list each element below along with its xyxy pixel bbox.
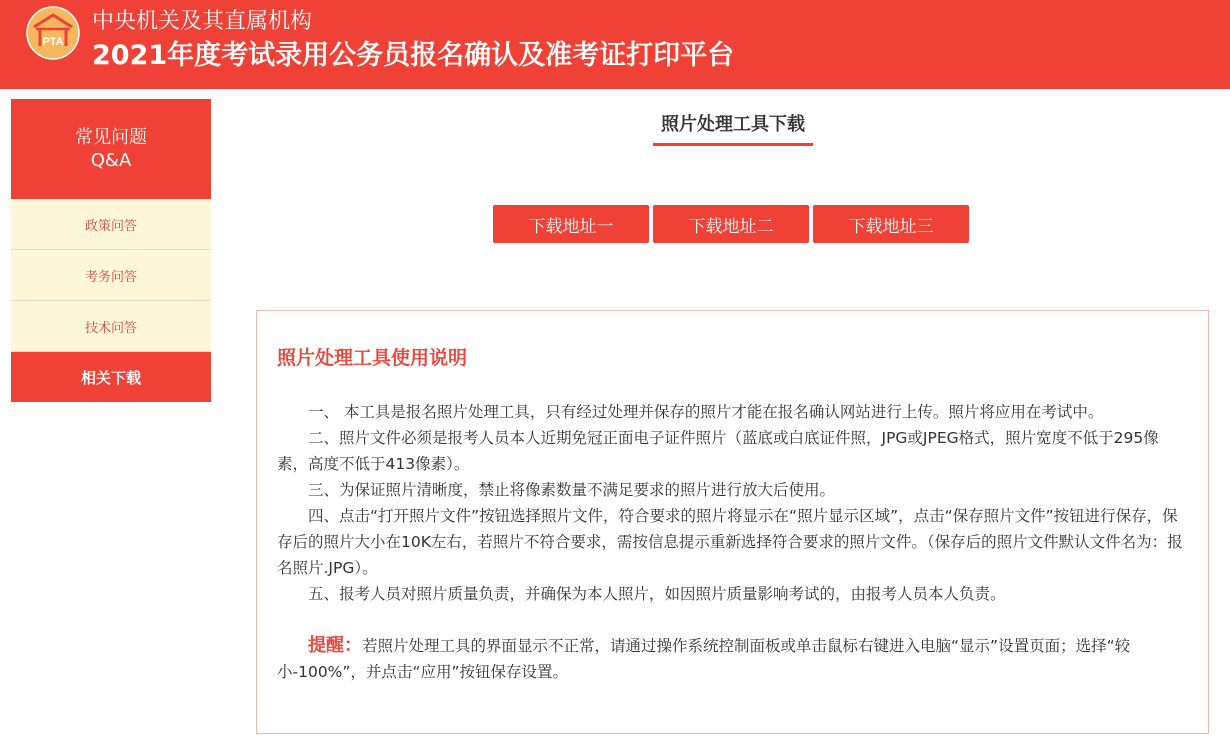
instructions-body <box>277 399 1189 685</box>
instructions-title: 照片处理工具使用说明 <box>277 347 468 369</box>
header-bar <box>0 0 1230 89</box>
reminder <box>277 633 1189 685</box>
sidebar-header-title: 常见问题 <box>75 127 147 148</box>
sidebar <box>11 99 211 402</box>
page-title-underline <box>653 143 813 146</box>
pta-logo <box>26 6 80 60</box>
reminder-text: 若照片处理工具的界面显示不正常，请通过操作系统控制面板或单击鼠标右键进入电脑“显示”设置页面；选择“较小-100%”，并点击“应用”按钮保存设置。 <box>277 637 1131 681</box>
sidebar-header <box>11 99 211 199</box>
download-button-1[interactable]: 下载地址一 <box>493 205 649 243</box>
sidebar-item-downloads[interactable]: 相关下载 <box>11 352 211 402</box>
sidebar-item-policy-qa[interactable]: 政策问答 <box>11 199 211 250</box>
instruction-item-4: 四、点击“打开照片文件”按钮选择照片文件，符合要求的照片将显示在“照片显示区域”，点击“保存照片文件”按钮进行保存，保存后的照片大小在10K左右，若照片不符合要求，需按信息提示重新选择符合要求的照片文件。（保存后的照片文件默认文件名为：报名照片.JPG）。 <box>277 507 1183 577</box>
download-button-2[interactable]: 下载地址二 <box>653 205 809 243</box>
instruction-item-2: 二、照片文件必须是报考人员本人近期免冠正面电子证件照片（蓝底或白底证件照，JPG或JPEG格式，照片宽度不低于295像素，高度不低于413像素）。 <box>277 429 1159 473</box>
platform-title: 2021年度考试录用公务员报名确认及准考证打印平台 <box>92 40 735 71</box>
sidebar-item-exam-qa[interactable]: 考务问答 <box>11 250 211 301</box>
instruction-item-3: 三、为保证照片清晰度，禁止将像素数量不满足要求的照片进行放大后使用。 <box>308 481 836 499</box>
instructions-panel <box>256 310 1209 734</box>
sidebar-header-subtitle: Q&A <box>90 150 132 171</box>
page-title: 照片处理工具下载 <box>661 114 805 135</box>
instruction-item-5: 五、报考人员对照片质量负责，并确保为本人照片，如因照片质量影响考试的，由报考人员本人负责。 <box>308 585 1006 603</box>
sidebar-item-tech-qa[interactable]: 技术问答 <box>11 301 211 352</box>
reminder-label: 提醒： <box>308 635 362 656</box>
instruction-item-1: 一、 本工具是报名照片处理工具，只有经过处理并保存的照片才能在报名确认网站进行上传。照片将应用在考试中。 <box>308 403 1104 421</box>
logo-text: PTA <box>42 36 64 48</box>
download-button-3[interactable]: 下载地址三 <box>813 205 969 243</box>
org-line: 中央机关及其直属机构 <box>92 9 313 34</box>
